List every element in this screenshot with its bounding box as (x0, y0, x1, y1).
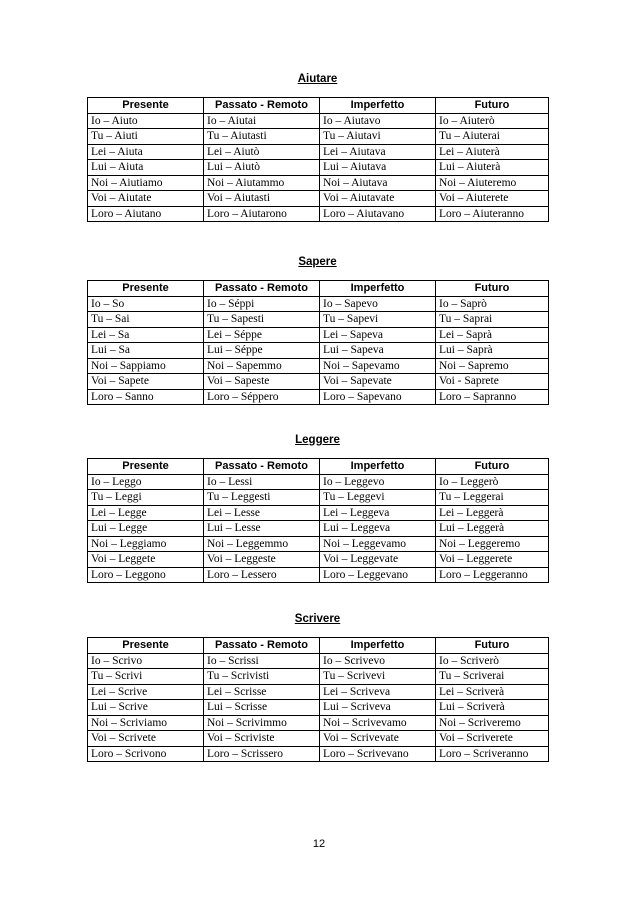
table-cell: Loro – Scrivono (88, 746, 204, 762)
table-cell: Voi – Sapete (88, 374, 204, 390)
header-passato-remoto: Passato - Remoto (204, 459, 320, 475)
header-futuro: Futuro (436, 638, 549, 654)
table-row (88, 521, 549, 537)
table-cell: Voi – Scriverete (436, 731, 549, 747)
table-cell: Lei – Lesse (204, 505, 320, 521)
table-cell: Lei – Saprà (436, 327, 549, 343)
table-cell: Tu – Sapesti (204, 312, 320, 328)
table-cell: Lui – Leggerà (436, 521, 549, 537)
table-cell: Loro – Leggevano (320, 567, 436, 583)
table-cell: Voi – Aiutate (88, 191, 204, 207)
verb-section-sapere (87, 255, 548, 405)
table-row (88, 700, 549, 716)
table-cell: Io – Sapevo (320, 296, 436, 312)
table-row (88, 746, 549, 762)
table-row (88, 653, 549, 669)
table-cell: Voi – Leggete (88, 552, 204, 568)
header-passato-remoto: Passato - Remoto (204, 638, 320, 654)
table-cell: Io – Scriverò (436, 653, 549, 669)
header-futuro: Futuro (436, 459, 549, 475)
table-cell: Noi – Scrivevamo (320, 715, 436, 731)
table-row (88, 327, 549, 343)
table-row (88, 731, 549, 747)
table-cell: Lei – Séppe (204, 327, 320, 343)
table-cell: Voi – Sapeste (204, 374, 320, 390)
table-row (88, 505, 549, 521)
verb-title: Aiutare (297, 73, 338, 85)
table-cell: Tu – Scrivisti (204, 669, 320, 685)
table-cell: Noi – Sappiamo (88, 358, 204, 374)
table-cell: Loro – Sapranno (436, 389, 549, 405)
table-cell: Lui – Scriverà (436, 700, 549, 716)
table-cell: Io – Scrissi (204, 653, 320, 669)
table-cell: Voi – Leggerete (436, 552, 549, 568)
table-cell: Lei – Scriverà (436, 684, 549, 700)
table-cell: Noi – Leggeremo (436, 536, 549, 552)
table-cell: Lei – Sa (88, 327, 204, 343)
table-cell: Lei – Leggeva (320, 505, 436, 521)
header-presente: Presente (88, 638, 204, 654)
table-cell: Noi – Aiutammo (204, 175, 320, 191)
table-header-row (88, 459, 549, 475)
table-cell: Lei – Scrisse (204, 684, 320, 700)
table-cell: Lei – Legge (88, 505, 204, 521)
table-row (88, 374, 549, 390)
table-cell: Noi – Leggiamo (88, 536, 204, 552)
table-cell: Lui – Aiuta (88, 160, 204, 176)
table-header-row (88, 281, 549, 297)
verb-section-scrivere (87, 612, 548, 762)
table-cell: Lui – Séppe (204, 343, 320, 359)
table-cell: Noi – Scrivimmo (204, 715, 320, 731)
table-cell: Voi – Leggevate (320, 552, 436, 568)
table-cell: Noi – Sapevamo (320, 358, 436, 374)
table-cell: Tu – Leggevi (320, 490, 436, 506)
table-cell: Noi – Sapemmo (204, 358, 320, 374)
table-cell: Noi – Aiuteremo (436, 175, 549, 191)
table-header-row (88, 638, 549, 654)
table-cell: Noi – Aiutiamo (88, 175, 204, 191)
table-cell: Io – So (88, 296, 204, 312)
table-cell: Lei – Sapeva (320, 327, 436, 343)
table-row (88, 160, 549, 176)
table-cell: Voi – Sapevate (320, 374, 436, 390)
table-cell: Noi – Leggemmo (204, 536, 320, 552)
header-presente: Presente (88, 98, 204, 114)
table-cell: Loro – Scriveranno (436, 746, 549, 762)
table-cell: Lui – Sa (88, 343, 204, 359)
table-cell: Io – Scrivevo (320, 653, 436, 669)
table-cell: Io – Séppi (204, 296, 320, 312)
header-futuro: Futuro (436, 281, 549, 297)
verb-title: Sapere (298, 256, 337, 268)
table-cell: Io – Scrivo (88, 653, 204, 669)
table-cell: Lei – Scrive (88, 684, 204, 700)
table-cell: Tu – Leggesti (204, 490, 320, 506)
table-cell: Lui – Saprà (436, 343, 549, 359)
table-cell: Io – Saprò (436, 296, 549, 312)
table-cell: Io – Aiutavo (320, 113, 436, 129)
header-presente: Presente (88, 459, 204, 475)
table-cell: Lui – Aiutò (204, 160, 320, 176)
table-cell: Voi – Leggeste (204, 552, 320, 568)
table-row (88, 296, 549, 312)
table-row (88, 669, 549, 685)
table-cell: Lei – Aiuta (88, 144, 204, 160)
table-cell: Lui – Scrive (88, 700, 204, 716)
verb-section-leggere (87, 433, 548, 583)
table-cell: Lei – Aiutò (204, 144, 320, 160)
table-cell: Voi – Aiutasti (204, 191, 320, 207)
table-row (88, 552, 549, 568)
table-cell: Tu – Scrivevi (320, 669, 436, 685)
conjugation-table (87, 458, 549, 583)
table-cell: Noi – Aiutava (320, 175, 436, 191)
table-cell: Loro – Aiutano (88, 206, 204, 222)
table-cell: Tu – Scriverai (436, 669, 549, 685)
table-row (88, 358, 549, 374)
header-imperfetto: Imperfetto (320, 638, 436, 654)
table-cell: Io – Aiuto (88, 113, 204, 129)
table-row (88, 715, 549, 731)
table-cell: Tu – Leggi (88, 490, 204, 506)
header-imperfetto: Imperfetto (320, 98, 436, 114)
table-cell: Loro – Sapevano (320, 389, 436, 405)
verb-title: Leggere (295, 434, 340, 446)
table-cell: Lei – Leggerà (436, 505, 549, 521)
header-passato-remoto: Passato - Remoto (204, 281, 320, 297)
table-cell: Io – Leggo (88, 474, 204, 490)
table-row (88, 567, 549, 583)
table-cell: Lui – Legge (88, 521, 204, 537)
table-row (88, 684, 549, 700)
table-cell: Tu – Leggerai (436, 490, 549, 506)
table-cell: Tu – Aiutasti (204, 129, 320, 145)
conjugation-table (87, 637, 549, 762)
page-number: 12 (312, 838, 326, 850)
table-row (88, 312, 549, 328)
table-cell: Voi - Saprete (436, 374, 549, 390)
table-cell: Io – Leggerò (436, 474, 549, 490)
table-cell: Voi – Scrivevate (320, 731, 436, 747)
table-cell: Tu – Saprai (436, 312, 549, 328)
table-row (88, 536, 549, 552)
table-cell: Voi – Scriviste (204, 731, 320, 747)
conjugation-table (87, 280, 549, 405)
table-row (88, 490, 549, 506)
table-cell: Tu – Aiuterai (436, 129, 549, 145)
table-cell: Loro – Leggeranno (436, 567, 549, 583)
table-cell: Lui – Sapeva (320, 343, 436, 359)
table-cell: Loro – Scrissero (204, 746, 320, 762)
table-header-row (88, 98, 549, 114)
table-cell: Noi – Leggevamo (320, 536, 436, 552)
header-imperfetto: Imperfetto (320, 281, 436, 297)
table-cell: Noi – Scriveremo (436, 715, 549, 731)
table-row (88, 191, 549, 207)
table-cell: Lui – Aiutava (320, 160, 436, 176)
verb-title: Scrivere (294, 613, 341, 625)
table-row (88, 389, 549, 405)
table-cell: Loro – Lessero (204, 567, 320, 583)
table-cell: Loro – Séppero (204, 389, 320, 405)
header-presente: Presente (88, 281, 204, 297)
table-cell: Loro – Scrivevano (320, 746, 436, 762)
table-cell: Lui – Leggeva (320, 521, 436, 537)
table-cell: Lui – Scrisse (204, 700, 320, 716)
table-cell: Voi – Scrivete (88, 731, 204, 747)
table-cell: Tu – Aiuti (88, 129, 204, 145)
table-cell: Loro – Sanno (88, 389, 204, 405)
table-cell: Loro – Aiuteranno (436, 206, 549, 222)
table-cell: Loro – Aiutavano (320, 206, 436, 222)
header-imperfetto: Imperfetto (320, 459, 436, 475)
table-row (88, 343, 549, 359)
table-cell: Lui – Aiuterà (436, 160, 549, 176)
table-cell: Loro – Leggono (88, 567, 204, 583)
table-cell: Io – Aiuterò (436, 113, 549, 129)
table-cell: Tu – Sapevi (320, 312, 436, 328)
table-cell: Tu – Scrivi (88, 669, 204, 685)
table-cell: Lui – Lesse (204, 521, 320, 537)
table-cell: Voi – Aiuterete (436, 191, 549, 207)
table-row (88, 206, 549, 222)
table-row (88, 144, 549, 160)
table-cell: Voi – Aiutavate (320, 191, 436, 207)
table-cell: Loro – Aiutarono (204, 206, 320, 222)
table-cell: Lei – Aiuterà (436, 144, 549, 160)
verb-section-aiutare (87, 72, 548, 222)
table-cell: Io – Aiutai (204, 113, 320, 129)
table-cell: Tu – Aiutavi (320, 129, 436, 145)
table-row (88, 175, 549, 191)
table-cell: Noi – Scriviamo (88, 715, 204, 731)
table-row (88, 129, 549, 145)
header-futuro: Futuro (436, 98, 549, 114)
table-row (88, 113, 549, 129)
table-row (88, 474, 549, 490)
table-cell: Lui – Scriveva (320, 700, 436, 716)
table-cell: Lei – Scriveva (320, 684, 436, 700)
header-passato-remoto: Passato - Remoto (204, 98, 320, 114)
table-cell: Lei – Aiutava (320, 144, 436, 160)
table-cell: Noi – Sapremo (436, 358, 549, 374)
conjugation-table (87, 97, 549, 222)
table-cell: Io – Leggevo (320, 474, 436, 490)
table-cell: Tu – Sai (88, 312, 204, 328)
table-cell: Io – Lessi (204, 474, 320, 490)
